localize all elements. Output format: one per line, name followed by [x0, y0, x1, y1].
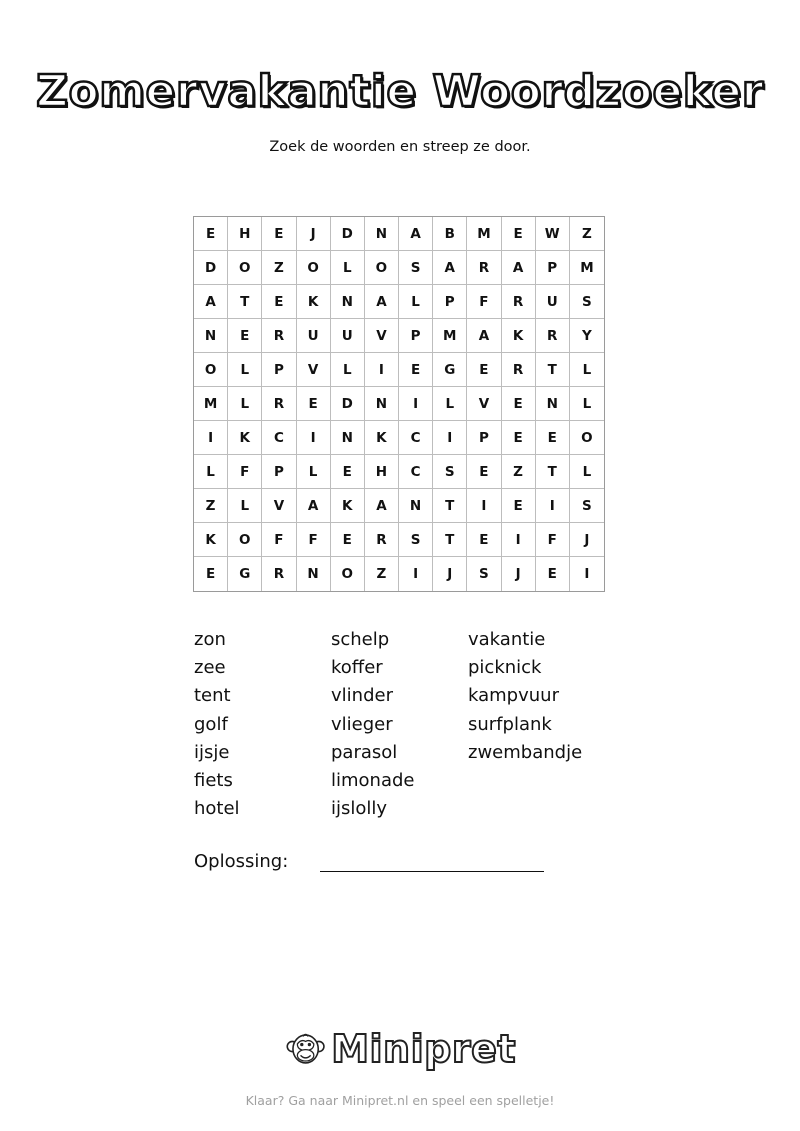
grid-cell: L [297, 455, 331, 489]
grid-cell: Z [262, 251, 296, 285]
word-list-item: schelp [331, 629, 390, 650]
grid-cell: R [502, 285, 536, 319]
page-title: Zomervakantie Woordzoeker [36, 66, 764, 117]
grid-cell: K [502, 319, 536, 353]
grid-cell: S [570, 285, 604, 319]
grid-cell: O [570, 421, 604, 455]
word-list-item: ijslolly [331, 798, 388, 820]
grid-cell: O [297, 251, 331, 285]
grid-cell: E [502, 387, 536, 421]
word-list-item: fiets [194, 769, 233, 791]
grid-cell: S [433, 455, 467, 489]
grid-cell: K [331, 489, 365, 523]
monkey-mascot-icon [286, 1021, 325, 1077]
grid-cell: A [433, 251, 467, 285]
grid-cell: L [194, 455, 228, 489]
grid-cell: D [331, 387, 365, 421]
grid-cell: E [194, 217, 228, 251]
grid-cell: S [467, 557, 501, 591]
grid-cell: I [194, 421, 228, 455]
grid-cell: D [331, 217, 365, 251]
minipret-logo [286, 1020, 516, 1078]
grid-cell: I [399, 387, 433, 421]
word-list-column [468, 626, 605, 823]
grid-cell: I [433, 421, 467, 455]
grid-cell: E [536, 421, 570, 455]
grid-cell: I [584, 566, 590, 582]
grid-cell: R [502, 353, 536, 387]
grid-cell: E [228, 319, 262, 353]
grid-cell: E [194, 557, 228, 591]
grid-cell: U [536, 285, 570, 319]
grid-cell: T [536, 353, 570, 387]
grid-cell: H [228, 217, 262, 251]
grid-cell: I [365, 353, 399, 387]
grid-cell: I [502, 523, 536, 557]
grid-cell: E [297, 387, 331, 421]
grid-cell: I [536, 489, 570, 523]
word-list-column [194, 626, 331, 823]
grid-cell: I [467, 489, 501, 523]
grid-cell: O [228, 523, 262, 557]
grid-cell: L [228, 489, 262, 523]
grid-cell: J [433, 557, 467, 591]
grid-cell: F [297, 523, 331, 557]
grid-cell: F [536, 523, 570, 557]
word-list-item: ijsje [194, 741, 230, 763]
grid-cell: M [194, 387, 228, 421]
word-list-item: zon [194, 629, 226, 650]
grid-cell: C [399, 421, 433, 455]
grid-cell: A [399, 217, 433, 251]
grid-cell: A [297, 489, 331, 523]
grid-cell: R [536, 319, 570, 353]
grid-cell: N [536, 387, 570, 421]
grid-cell: E [536, 557, 570, 591]
grid-cell: R [262, 557, 296, 591]
grid-cell: V [297, 353, 331, 387]
grid-cell: N [297, 557, 331, 591]
grid-cell: J [570, 523, 604, 557]
grid-cell: I [297, 421, 331, 455]
grid-cell: K [365, 421, 399, 455]
word-search-grid [193, 216, 605, 592]
grid-cell: M [570, 251, 604, 285]
grid-cell: T [228, 285, 262, 319]
word-list-item: kampvuur [468, 685, 559, 707]
grid-cell: T [433, 489, 467, 523]
grid-cell: R [262, 387, 296, 421]
grid-cell: R [365, 523, 399, 557]
grid-cell: L [331, 251, 365, 285]
grid-cell: A [467, 319, 501, 353]
grid-cell: Z [502, 455, 536, 489]
grid-cell: E [262, 217, 296, 251]
word-list-item: zwembandje [468, 741, 583, 763]
footer-text: Klaar? Ga naar Minipret.nl en speel een spelletje! [245, 1093, 555, 1108]
word-list-item: koffer [331, 657, 383, 679]
grid-cell: E [502, 421, 536, 455]
word-list-item: picknick [468, 657, 542, 679]
grid-cell: W [536, 217, 570, 251]
grid-cell: P [262, 455, 296, 489]
grid-cell: L [570, 353, 604, 387]
grid-cell: E [262, 285, 296, 319]
grid-cell: V [262, 489, 296, 523]
grid-cell: A [365, 285, 399, 319]
grid-cell: P [536, 251, 570, 285]
word-list [194, 626, 605, 823]
grid-cell: M [433, 319, 467, 353]
grid-cell: R [262, 319, 296, 353]
grid-cell: E [502, 489, 536, 523]
grid-cell: E [502, 217, 536, 251]
grid-cell: P [262, 353, 296, 387]
grid-cell: F [262, 523, 296, 557]
grid-cell: L [570, 455, 604, 489]
grid-cell: G [433, 353, 467, 387]
word-list-item: vlinder [331, 685, 393, 707]
grid-cell: L [570, 387, 604, 421]
grid-cell: N [399, 489, 433, 523]
grid-cell: H [365, 455, 399, 489]
grid-cell: Y [570, 319, 604, 353]
grid-cell: B [433, 217, 467, 251]
grid-cell: G [228, 557, 262, 591]
grid-cell: T [433, 523, 467, 557]
grid-cell: E [467, 353, 501, 387]
word-list-column [331, 626, 468, 823]
grid-cell: U [297, 319, 331, 353]
grid-cell: O [194, 353, 228, 387]
instructions: Zoek de woorden en streep ze door. [269, 139, 531, 155]
grid-cell: L [228, 387, 262, 421]
grid-cell: S [399, 251, 433, 285]
grid-cell: E [331, 523, 365, 557]
word-list-item: tent [194, 685, 231, 707]
grid-cell: D [194, 251, 228, 285]
grid-cell: O [365, 251, 399, 285]
grid-cell: V [467, 387, 501, 421]
word-list-item: golf [194, 713, 228, 735]
grid-cell: T [536, 455, 570, 489]
word-list-item: limonade [331, 769, 415, 791]
grid-cell: L [228, 353, 262, 387]
grid-cell: O [228, 251, 262, 285]
grid-cell: P [433, 285, 467, 319]
word-list-item: parasol [331, 741, 398, 763]
grid-cell: C [262, 421, 296, 455]
solution-label: Oplossing: [194, 851, 289, 872]
grid-cell: E [331, 455, 365, 489]
grid-cell: L [433, 387, 467, 421]
solution-answer-line [320, 871, 544, 872]
grid-cell: S [399, 523, 433, 557]
grid-cell: L [331, 353, 365, 387]
logo-wordmark: Minipret [331, 1027, 516, 1071]
grid-cell: J [297, 217, 331, 251]
grid-cell: A [502, 251, 536, 285]
grid-cell: R [467, 251, 501, 285]
grid-cell: K [194, 523, 228, 557]
word-list-item: hotel [194, 798, 240, 820]
word-list-item: surfplank [468, 713, 552, 735]
grid-cell: U [331, 319, 365, 353]
grid-cell: Z [194, 489, 228, 523]
grid-cell: E [399, 353, 433, 387]
grid-cell: K [228, 421, 262, 455]
grid-cell: L [399, 285, 433, 319]
grid-cell: E [467, 523, 501, 557]
grid-cell: P [467, 421, 501, 455]
grid-cell: P [399, 319, 433, 353]
grid-cell: S [570, 489, 604, 523]
grid-cell: M [467, 217, 501, 251]
word-list-item: vakantie [468, 629, 546, 650]
grid-cell: F [467, 285, 501, 319]
grid-cell: A [365, 489, 399, 523]
grid-cell: N [331, 421, 365, 455]
grid-cell: J [502, 557, 536, 591]
grid-cell: Z [365, 557, 399, 591]
word-list-item: zee [194, 657, 226, 679]
grid-cell: E [467, 455, 501, 489]
word-list-item: vlieger [331, 713, 393, 735]
grid-cell: I [399, 557, 433, 591]
grid-cell: F [228, 455, 262, 489]
grid-cell: N [331, 285, 365, 319]
grid-cell: K [297, 285, 331, 319]
grid-cell: C [399, 455, 433, 489]
grid-cell: A [194, 285, 228, 319]
grid-cell: Z [570, 217, 604, 251]
grid-cell: N [365, 387, 399, 421]
grid-cell: N [365, 217, 399, 251]
grid-cell: O [331, 557, 365, 591]
grid-cell: V [365, 319, 399, 353]
grid-cell: N [194, 319, 228, 353]
